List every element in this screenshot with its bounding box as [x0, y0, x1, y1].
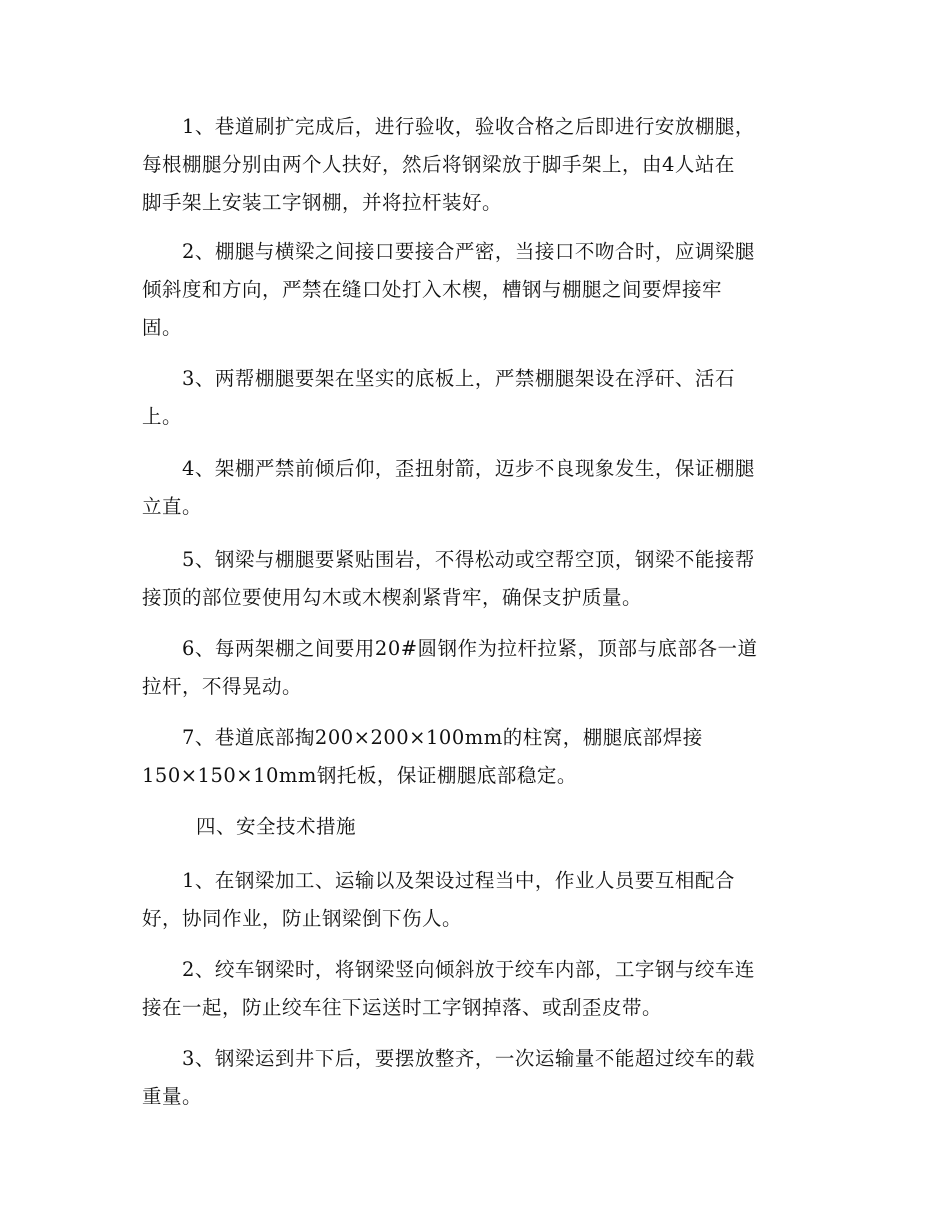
paragraph-line: 2、绞车钢梁时，将钢梁竖向倾斜放于绞车内部，工字钢与绞车连: [182, 958, 755, 981]
paragraph-item-6: [142, 630, 822, 706]
paragraph-line: 7、巷道底部掏200×200×100mm的柱窝，棚腿底部焊接: [182, 726, 703, 749]
paragraph-line: 6、每两架棚之间要用20#圆钢作为拉杆拉紧，顶部与底部各一道: [182, 637, 758, 660]
paragraph-line: 上。: [142, 405, 183, 428]
paragraph-item-2: [142, 233, 822, 347]
section-heading: 四、安全技术措施: [196, 815, 357, 838]
paragraph-line: 脚手架上安装工字钢棚，并将拉杆装好。: [142, 191, 503, 214]
paragraph-line: 好，协同作业，防止钢梁倒下伤人。: [142, 907, 463, 930]
paragraph-line: 拉杆，不得晃动。: [142, 675, 303, 698]
paragraph-item-5: [142, 541, 822, 617]
paragraph-line: 立直。: [142, 495, 203, 518]
paragraph-line: 接在一起，防止绞车往下运送时工字钢掉落、或刮歪皮带。: [142, 996, 663, 1019]
paragraph-item-7: [142, 719, 822, 795]
paragraph-line: 重量。: [142, 1085, 203, 1108]
paragraph-line: 5、钢梁与棚腿要紧贴围岩，不得松动或空帮空顶，钢梁不能接帮: [182, 548, 755, 571]
paragraph-line: 3、两帮棚腿要架在坚实的底板上，严禁棚腿架设在浮矸、活石: [182, 367, 735, 390]
paragraph-line: 1、巷道刷扩完成后，进行验收，验收合格之后即进行安放棚腿，: [182, 115, 755, 138]
paragraph-line: 倾斜度和方向，严禁在缝口处打入木楔，槽钢与棚腿之间要焊接牢: [142, 278, 723, 301]
paragraph-line: 固。: [142, 316, 183, 339]
paragraph-line: 接顶的部位要使用勾木或木楔刹紧背牢，确保支护质量。: [142, 586, 643, 609]
safety-item-2: [142, 951, 822, 1027]
paragraph-line: 2、棚腿与横梁之间接口要接合严密，当接口不吻合时，应调梁腿: [182, 240, 755, 263]
safety-item-1: [142, 862, 822, 938]
paragraph-line: 150×150×10mm钢托板，保证棚腿底部稳定。: [142, 764, 577, 787]
paragraph-line: 4、架棚严禁前倾后仰，歪扭射箭，迈步不良现象发生，保证棚腿: [182, 457, 755, 480]
paragraph-line: 1、在钢梁加工、运输以及架设过程当中，作业人员要互相配合: [182, 869, 735, 892]
paragraph-item-4: [142, 450, 822, 526]
paragraph-line: 每根棚腿分别由两个人扶好，然后将钢梁放于脚手架上，由4人站在: [142, 153, 735, 176]
safety-item-3: [142, 1040, 822, 1116]
paragraph-line: 3、钢梁运到井下后，要摆放整齐，一次运输量不能超过绞车的载: [182, 1047, 755, 1070]
paragraph-item-1: [142, 108, 822, 222]
paragraph-item-3: [142, 360, 822, 436]
